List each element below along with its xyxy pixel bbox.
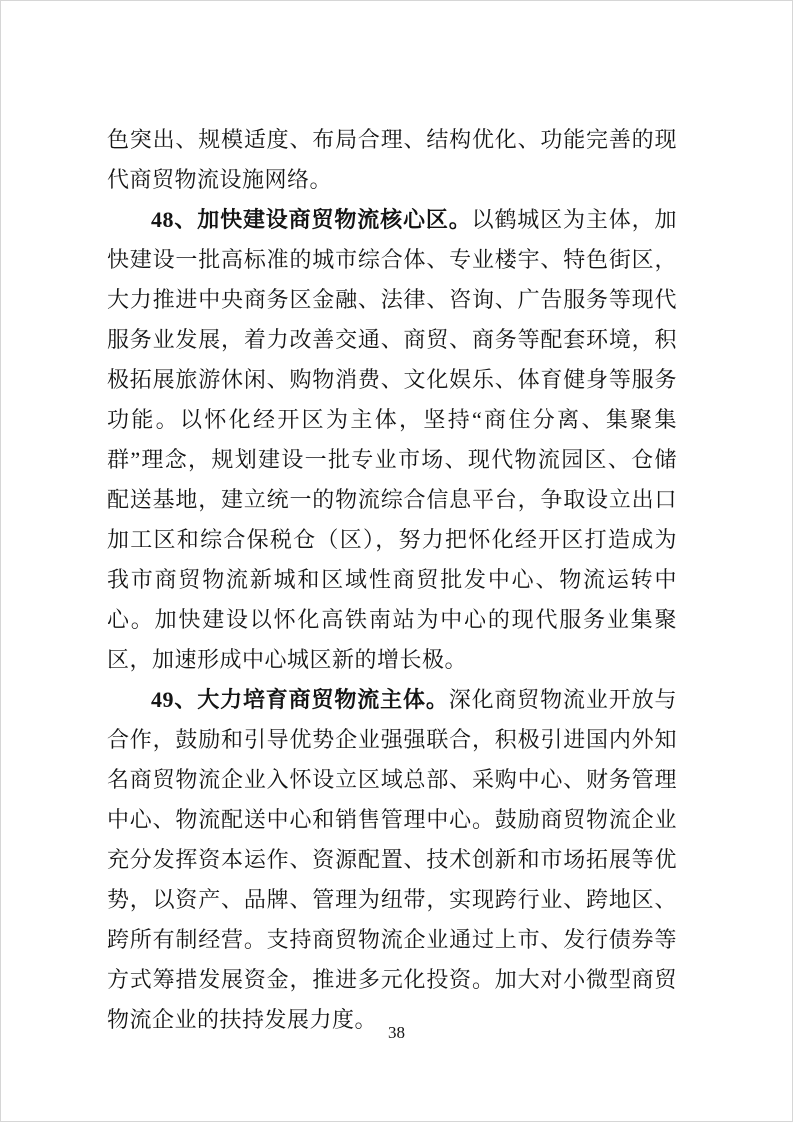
- paragraph-section-48: [107, 200, 677, 680]
- paragraph-text: 以鹤城区为主体，加快建设一批高标准的城市综合体、专业楼宇、特色街区，大力推进中央商务区金融、法律、咨询、广告服务等现代服务业发展，着力改善交通、商贸、商务等配套环境，积极拓展旅游休闲、购物消费、文化娱乐、体育健身等服务功能。以怀化经开区为主体，坚持“商住分离、集聚集群”理念，规划建设一批专业市场、现代物流园区、仓储配送基地，建立统一的物流综合信息平台，争取设立出口加工区和综合保税仓（区），努力把怀化经开区打造成为我市商贸物流新城和区域性商贸批发中心、物流运转中心。加快建设以怀化高铁南站为中心的现代服务业集聚区，加速形成中心城区新的增长极。: [107, 207, 677, 672]
- section-heading-48: 48、加快建设商贸物流核心区。: [151, 207, 472, 232]
- paragraph-text: 深化商贸物流业开放与合作，鼓励和引导优势企业强强联合，积极引进国内外知名商贸物流企业入怀设立区域总部、采购中心、财务管理中心、物流配送中心和销售管理中心。鼓励商贸物流企业充分发挥资本运作、资源配置、技术创新和市场拓展等优势，以资产、品牌、管理为纽带，实现跨行业、跨地区、跨所有制经营。支持商贸物流企业通过上市、发行债券等方式筹措发展资金，推进多元化投资。加大对小微型商贸物流企业的扶持发展力度。: [107, 687, 677, 1032]
- page-number: 38: [388, 1023, 405, 1042]
- document-body: [107, 120, 677, 1040]
- paragraph-section-49: [107, 680, 677, 1040]
- section-heading-49: 49、大力培育商贸物流主体。: [151, 687, 449, 712]
- paragraph-continuation: [107, 120, 677, 200]
- paragraph-text: 色突出、规模适度、布局合理、结构优化、功能完善的现代商贸物流设施网络。: [107, 127, 677, 192]
